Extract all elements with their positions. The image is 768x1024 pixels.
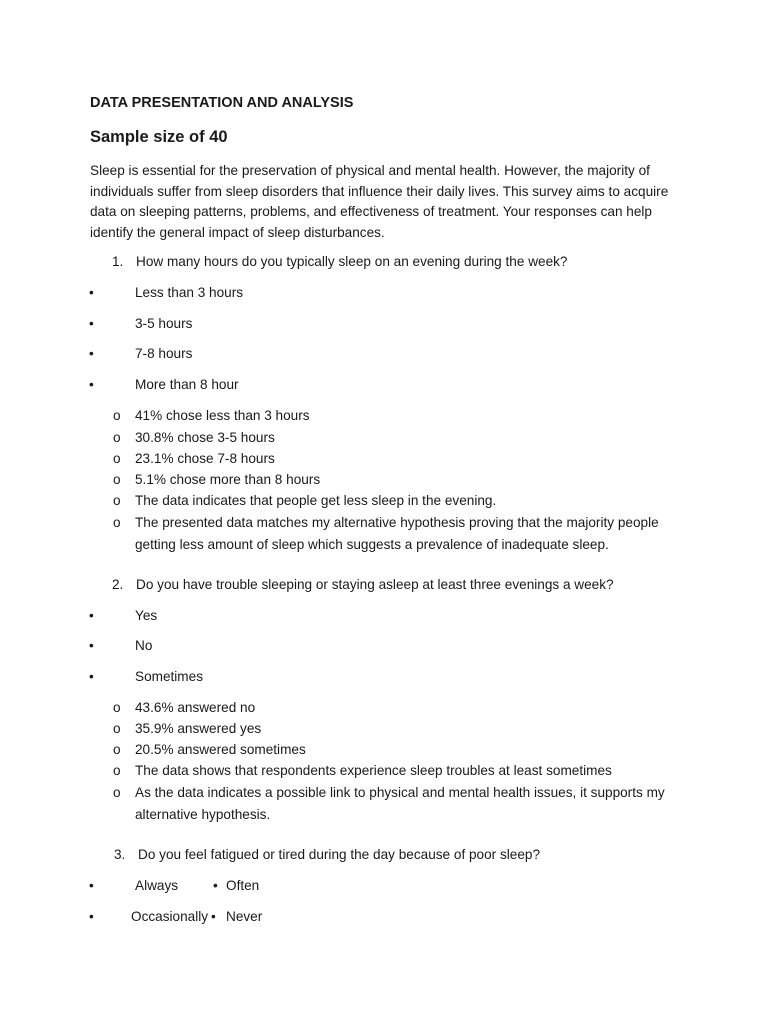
option-item: 7-8 hours [135,346,193,361]
document-title: DATA PRESENTATION AND ANALYSIS [90,95,354,111]
bullet-icon: • [89,669,94,684]
bullet-icon: • [89,316,94,331]
question-number: 3. [114,847,126,862]
finding-item: 5.1% chose more than 8 hours [135,472,321,487]
sub-bullet-icon: o [113,515,121,530]
bullet-icon: • [89,638,94,653]
finding-item: 23.1% chose 7-8 hours [135,451,275,466]
sub-bullet-icon: o [113,700,121,715]
finding-item: The data shows that respondents experience sleep troubles at least sometimes [135,763,612,778]
finding-item: 20.5% answered sometimes [135,742,306,757]
option-item: Less than 3 hours [135,285,244,300]
bullet-icon: • [89,878,94,893]
intro-paragraph: Sleep is essential for the preservation of physical and mental health. However, the majority of individuals suffer from sleep disorders that influence their daily lives. This survey aims to acquire data on sleeping patterns, problems, and effectiveness of treatment. Your responses can help identify the general impact of sleep disturbances. [90,163,669,240]
sub-bullet-icon: o [113,763,121,778]
option-item: Sometimes [135,669,203,684]
question-text: Do you have trouble sleeping or staying asleep at least three evenings a week? [136,577,614,592]
finding-item: As the data indicates a possible link to physical and mental health issues, it supports my alternative hypothesis. [135,785,665,822]
bullet-icon: • [213,878,218,893]
option-item: No [135,638,153,653]
sub-bullet-icon: o [113,493,121,508]
bullet-icon: • [89,377,94,392]
sub-bullet-icon: o [113,742,121,757]
option-item: Occasionally [131,909,209,924]
bullet-icon: • [89,909,94,924]
finding-item: 35.9% answered yes [135,721,262,736]
sub-bullet-icon: o [113,721,121,736]
sub-bullet-icon: o [113,472,121,487]
bullet-icon: • [89,346,94,361]
question-number: 1. [112,254,124,269]
finding-item: 41% chose less than 3 hours [135,408,310,423]
option-item: Often [226,878,260,893]
question-number: 2. [112,577,124,592]
question-text: How many hours do you typically sleep on an evening during the week? [136,254,568,269]
bullet-icon: • [89,285,94,300]
sub-bullet-icon: o [113,430,121,445]
finding-item: 30.8% chose 3-5 hours [135,430,275,445]
option-item: Yes [135,608,158,623]
sub-bullet-icon: o [113,785,121,800]
question-2 [112,577,614,592]
sub-bullet-icon: o [113,408,121,423]
finding-item: The presented data matches my alternative hypothesis proving that the majority people getting less amount of sleep which suggests a prevalence of inadequate sleep. [135,515,659,552]
bullet-icon: • [211,909,216,924]
bullet-icon: • [89,608,94,623]
option-item: More than 8 hour [135,377,239,392]
question-3 [114,847,540,862]
option-item: 3-5 hours [135,316,193,331]
option-item: Always [135,878,179,893]
option-item: Never [226,909,263,924]
question-text: Do you feel fatigued or tired during the day because of poor sleep? [138,847,541,862]
document-subtitle: Sample size of 40 [90,128,228,146]
finding-item: 43.6% answered no [135,700,256,715]
question-1 [112,254,567,269]
sub-bullet-icon: o [113,451,121,466]
finding-item: The data indicates that people get less sleep in the evening. [135,493,497,508]
